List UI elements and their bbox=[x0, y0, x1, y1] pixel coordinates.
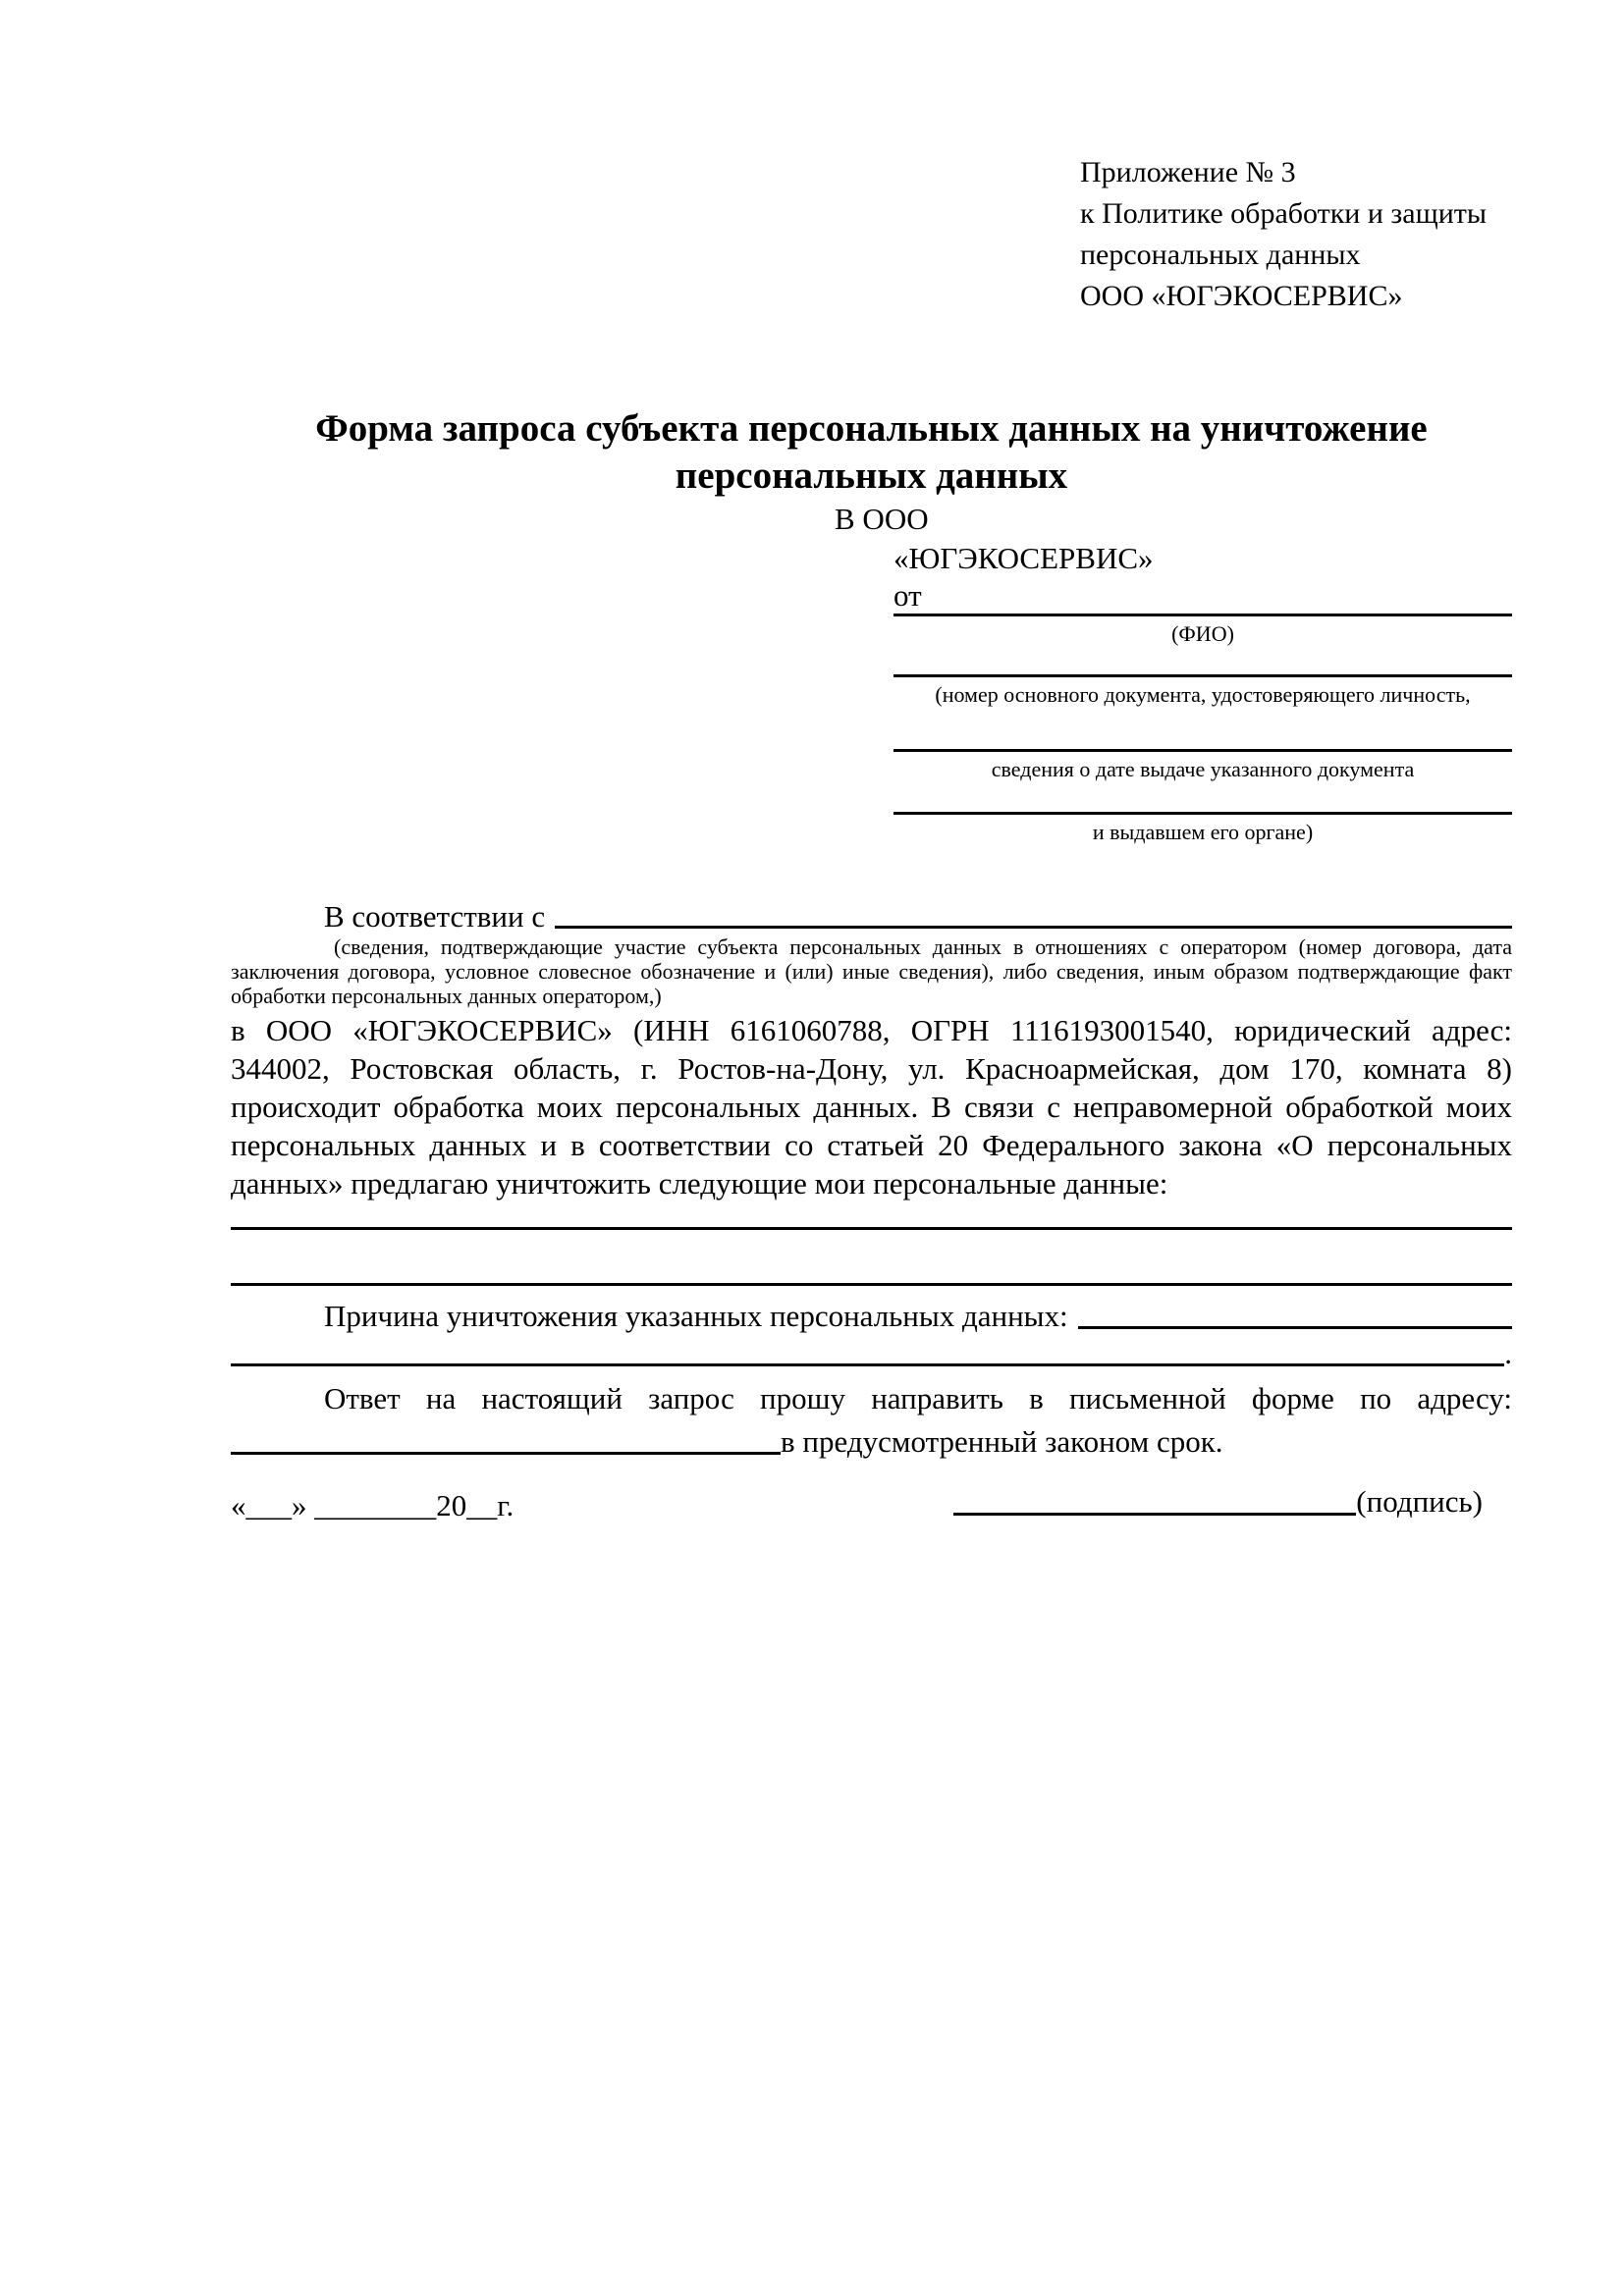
line-end-period: . bbox=[1504, 1336, 1512, 1370]
addressee-org-name: «ЮГЭКОСЕРВИС» bbox=[893, 541, 1154, 575]
signature-caption: (подпись) bbox=[1356, 1484, 1483, 1519]
answer-sentence: Ответ на настоящий запрос прошу направить в письменной форме по адресу: bbox=[324, 1381, 1512, 1415]
accordance-label: В соответствии с bbox=[324, 899, 546, 934]
main-paragraph: в ООО «ЮГЭКОСЕРВИС» (ИНН 6161060788, ОГРН 1116193001540, юридический адрес: 344002, Ростовская область, г. Ростов-на-Дону, ул. Красноармейская, дом 170, комната 8) происходит обработка моих персональных данных. В связи с неправомерной обработкой моих персональных данных и в соответствии со статьей 20 Федерального закона «О персональных данных» предлагаю уничтожить следующие мои персональные данные: bbox=[231, 1013, 1512, 1201]
issue-date-caption: сведения о дате выдаче указанного документа bbox=[991, 757, 1415, 781]
issuing-authority-caption: и выдавшем его органе) bbox=[1092, 820, 1314, 844]
fio-caption: (ФИО) bbox=[1171, 621, 1234, 646]
reason-label: Причина уничтожения указанных персональных данных: bbox=[324, 1299, 1068, 1333]
signature-blank-line bbox=[953, 1513, 1356, 1516]
appendix-line-1: Приложение № 3 bbox=[1080, 156, 1296, 188]
accordance-blank-line bbox=[555, 926, 1512, 929]
accordance-footnote: (сведения, подтверждающие участие субъекта персональных данных в отношениях с оператором (номер договора, дата заключения договора, условное словесное обозначение и (или) иные сведения), либо сведения, иным образом подтверждающие факт обработки персональных данных оператором,) bbox=[231, 934, 1512, 1008]
reason-continuation-row bbox=[231, 1335, 1512, 1372]
answer-tail-text: в предусмотренный законом срок. bbox=[781, 1424, 1223, 1459]
issuing-authority-blank-line bbox=[893, 812, 1512, 815]
document-number-caption: (номер основного документа, удостоверяющего личность, bbox=[935, 682, 1471, 707]
document-number-blank-line bbox=[893, 674, 1512, 677]
appendix-header bbox=[1080, 152, 1512, 317]
fio-blank-line bbox=[893, 614, 1512, 616]
addressee-block bbox=[835, 500, 1512, 846]
reason-blank-line-2 bbox=[231, 1363, 1504, 1366]
addressee-from-label: от bbox=[893, 578, 922, 613]
data-blank-line-2 bbox=[231, 1283, 1512, 1286]
issue-date-blank-line bbox=[893, 749, 1512, 752]
addressee-org-prefix: В ООО bbox=[835, 502, 929, 536]
data-blank-line-1 bbox=[231, 1227, 1512, 1230]
date-field: «___» ________20__г. bbox=[231, 1488, 514, 1522]
address-blank-line bbox=[231, 1452, 781, 1455]
form-title: Форма запроса субъекта персональных данных на уничтожение персональных данных bbox=[315, 407, 1428, 497]
appendix-line-3: персональных данных bbox=[1080, 239, 1361, 271]
accordance-row bbox=[231, 899, 1512, 934]
appendix-line-2: к Политике обработки и защиты bbox=[1080, 197, 1488, 230]
answer-address-row bbox=[231, 1423, 1512, 1461]
reason-row bbox=[231, 1298, 1512, 1335]
signature-group bbox=[953, 1482, 1483, 1522]
reason-blank-line bbox=[1078, 1326, 1512, 1329]
signature-footer bbox=[231, 1482, 1512, 1525]
appendix-line-4: ООО «ЮГЭКОСЕРВИС» bbox=[1080, 280, 1403, 312]
page-content bbox=[231, 152, 1512, 1525]
